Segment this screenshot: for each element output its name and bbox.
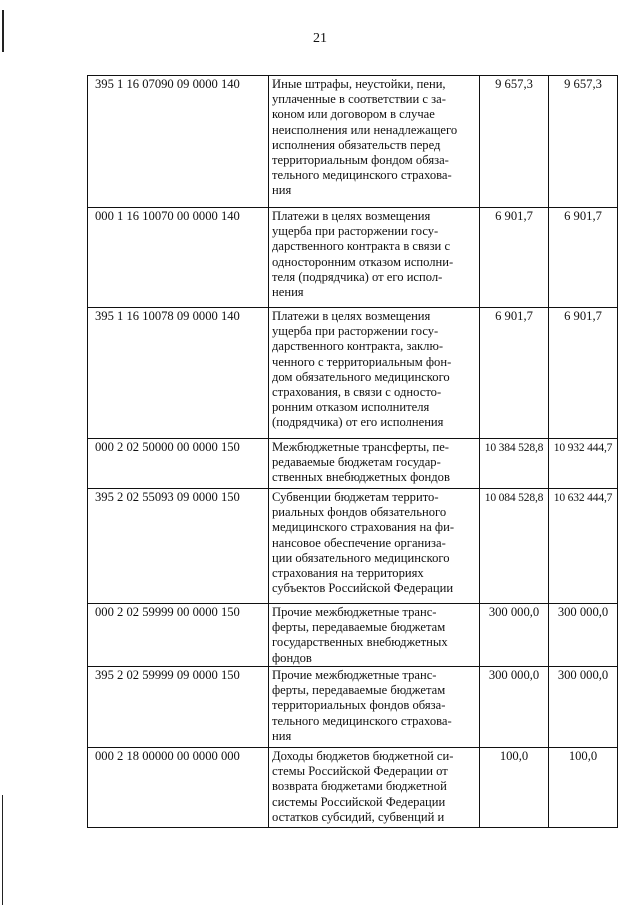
table-row [88, 748, 618, 828]
table-row [88, 76, 618, 208]
description-cell: Доходы бюджетов бюджетной си- стемы Российской Федерации от возврата бюджетами бюджетной системы Российской Федерации остатков субсидий, субвенций и [269, 748, 480, 828]
table-row [88, 489, 618, 604]
scan-edge-mark-bottom [2, 795, 3, 905]
amount-cell: 300 000,0 [480, 667, 549, 748]
amount-cell: 10 632 444,7 [549, 489, 618, 604]
amount-cell: 10 084 528,8 [480, 489, 549, 604]
amount-cell: 300 000,0 [549, 667, 618, 748]
budget-code-cell: 000 1 16 10070 00 0000 140 [88, 208, 269, 308]
amount-cell: 100,0 [480, 748, 549, 828]
description-cell: Платежи в целях возмещения ущерба при расторжении госу- дарственного контракта, заклю- ченного с территориальным фон- дом обязательного медицинского страхования, в связи с односто- ронним отказом исполнителя (подрядчика) от его исполнения [269, 308, 480, 439]
budget-code-cell: 395 2 02 59999 09 0000 150 [88, 667, 269, 748]
amount-cell: 10 384 528,8 [480, 439, 549, 489]
amount-cell: 100,0 [549, 748, 618, 828]
budget-code-cell: 000 2 18 00000 00 0000 000 [88, 748, 269, 828]
amount-cell: 6 901,7 [480, 308, 549, 439]
budget-code-cell: 395 1 16 07090 09 0000 140 [88, 76, 269, 208]
amount-cell: 6 901,7 [480, 208, 549, 308]
description-cell: Платежи в целях возмещения ущерба при расторжении госу- дарственного контракта в связи с односторонним отказом исполни- теля (подрядчика) от его испол- нения [269, 208, 480, 308]
budget-code-cell: 395 2 02 55093 09 0000 150 [88, 489, 269, 604]
description-cell: Иные штрафы, неустойки, пени, уплаченные в соответствии с за- коном или договором в случае неисполнения или ненадлежащего исполнения обязательств перед территориальным фондом обяза- тельного медицинского страхова- ния [269, 76, 480, 208]
table-row [88, 308, 618, 439]
amount-cell: 6 901,7 [549, 208, 618, 308]
table-row [88, 439, 618, 489]
budget-code-cell: 000 2 02 50000 00 0000 150 [88, 439, 269, 489]
amount-cell: 300 000,0 [549, 604, 618, 667]
amount-cell: 9 657,3 [480, 76, 549, 208]
description-cell: Прочие межбюджетные транс- ферты, передаваемые бюджетам государственных внебюджетных фондов [269, 604, 480, 667]
description-cell: Межбюджетные трансферты, пе- редаваемые бюджетам государ- ственных внебюджетных фондов [269, 439, 480, 489]
scan-edge-mark-top [2, 10, 4, 52]
budget-code-cell: 000 2 02 59999 00 0000 150 [88, 604, 269, 667]
budget-revenue-table [87, 75, 618, 828]
description-cell: Прочие межбюджетные транс- ферты, передаваемые бюджетам территориальных фондов обяза- тельного медицинского страхова- ния [269, 667, 480, 748]
amount-cell: 10 932 444,7 [549, 439, 618, 489]
budget-code-cell: 395 1 16 10078 09 0000 140 [88, 308, 269, 439]
table-row [88, 667, 618, 748]
amount-cell: 6 901,7 [549, 308, 618, 439]
table-row [88, 604, 618, 667]
amount-cell: 300 000,0 [480, 604, 549, 667]
page-number: 21 [313, 31, 327, 46]
description-cell: Субвенции бюджетам террито- риальных фондов обязательного медицинского страхования на фи- нансовое обеспечение организа- ции обязательного медицинского страхования на территориях субъектов Российской Федерации [269, 489, 480, 604]
table-row [88, 208, 618, 308]
amount-cell: 9 657,3 [549, 76, 618, 208]
